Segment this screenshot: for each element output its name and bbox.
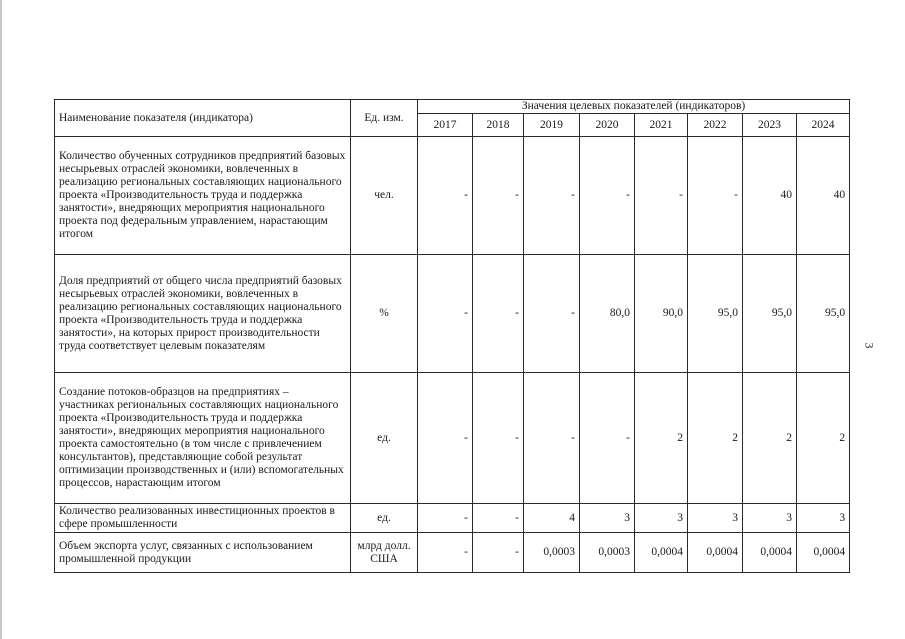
page-number: 3	[862, 342, 877, 349]
table-row	[55, 373, 850, 504]
values-group-header: Значения целевых показателей (индикаторов)	[418, 100, 850, 114]
name-column-header: Наименование показателя (индикатора)	[55, 100, 351, 137]
indicator-value: 2	[688, 373, 743, 504]
indicator-value: -	[418, 504, 473, 533]
year-header: 2022	[688, 114, 743, 137]
indicator-value: -	[524, 255, 580, 373]
year-header: 2018	[473, 114, 524, 137]
year-header: 2020	[580, 114, 635, 137]
indicator-value: 40	[797, 137, 850, 255]
unit-column-header: Ед. изм.	[351, 100, 418, 137]
indicator-value: 0,0004	[688, 533, 743, 573]
indicator-value: 95,0	[688, 255, 743, 373]
indicator-name: Объем экспорта услуг, связанных с использованием промышленной продукции	[55, 533, 351, 573]
indicator-value: 3	[580, 504, 635, 533]
indicator-value: 2	[797, 373, 850, 504]
indicator-value: 0,0004	[743, 533, 797, 573]
scan-left-edge	[0, 0, 2, 639]
indicator-value: -	[580, 137, 635, 255]
indicator-value: 80,0	[580, 255, 635, 373]
indicator-name: Количество реализованных инвестиционных проектов в сфере промышленности	[55, 504, 351, 533]
indicator-name: Количество обученных сотрудников предприятий базовых несырьевых отраслей экономики, вовлеченных в реализацию региональных составляющих национального проекта «Производительность труда и поддержка занятости», внедряющих мероприятия национального проекта под федеральным управлением, нарастающим итогом	[55, 137, 351, 255]
indicator-value: -	[418, 255, 473, 373]
table-row	[55, 137, 850, 255]
table-row	[55, 504, 850, 533]
indicator-unit: млрд долл. США	[351, 533, 418, 573]
indicator-value: -	[524, 137, 580, 255]
indicator-value: -	[580, 373, 635, 504]
indicator-value: -	[418, 373, 473, 504]
indicator-value: -	[688, 137, 743, 255]
indicator-value: 3	[688, 504, 743, 533]
indicator-value: -	[418, 533, 473, 573]
indicator-value: -	[473, 533, 524, 573]
indicator-value: -	[473, 255, 524, 373]
indicator-value: 4	[524, 504, 580, 533]
indicator-value: -	[473, 373, 524, 504]
indicator-value: 3	[635, 504, 688, 533]
indicator-value: 0,0004	[635, 533, 688, 573]
year-header: 2021	[635, 114, 688, 137]
indicator-value: 95,0	[797, 255, 850, 373]
indicators-table	[54, 99, 850, 573]
indicator-value: 3	[797, 504, 850, 533]
indicator-value: 2	[635, 373, 688, 504]
indicator-value: 40	[743, 137, 797, 255]
indicator-name: Доля предприятий от общего числа предприятий базовых несырьевых отраслей экономики, вовлеченных в реализацию региональных составляющих национального проекта «Производительность труда и поддержка занятости», на которых прирост производительности труда соответствует целевым показателям	[55, 255, 351, 373]
indicator-unit: ед.	[351, 373, 418, 504]
table-row	[55, 533, 850, 573]
indicator-value: -	[473, 504, 524, 533]
indicator-value: 0,0004	[797, 533, 850, 573]
table-row	[55, 255, 850, 373]
indicator-value: 3	[743, 504, 797, 533]
indicator-value: -	[418, 137, 473, 255]
indicator-value: 95,0	[743, 255, 797, 373]
indicator-value: 0,0003	[524, 533, 580, 573]
indicator-value: 90,0	[635, 255, 688, 373]
indicator-value: -	[473, 137, 524, 255]
year-header: 2017	[418, 114, 473, 137]
indicator-value: -	[524, 373, 580, 504]
indicator-value: 0,0003	[580, 533, 635, 573]
year-header: 2019	[524, 114, 580, 137]
indicator-unit: ед.	[351, 504, 418, 533]
indicator-unit: %	[351, 255, 418, 373]
table-body	[55, 137, 850, 573]
indicator-value: -	[635, 137, 688, 255]
indicator-value: 2	[743, 373, 797, 504]
indicator-name: Создание потоков-образцов на предприятиях – участниках региональных составляющих национального проекта «Производительность труда и поддержка занятости», внедряющих мероприятия национального проекта самостоятельно (в том числе с привлечением консультантов), представляющие собой результат оптимизации производственных и (или) вспомогательных процессов, нарастающим итогом	[55, 373, 351, 504]
year-header: 2023	[743, 114, 797, 137]
indicator-unit: чел.	[351, 137, 418, 255]
year-header: 2024	[797, 114, 850, 137]
